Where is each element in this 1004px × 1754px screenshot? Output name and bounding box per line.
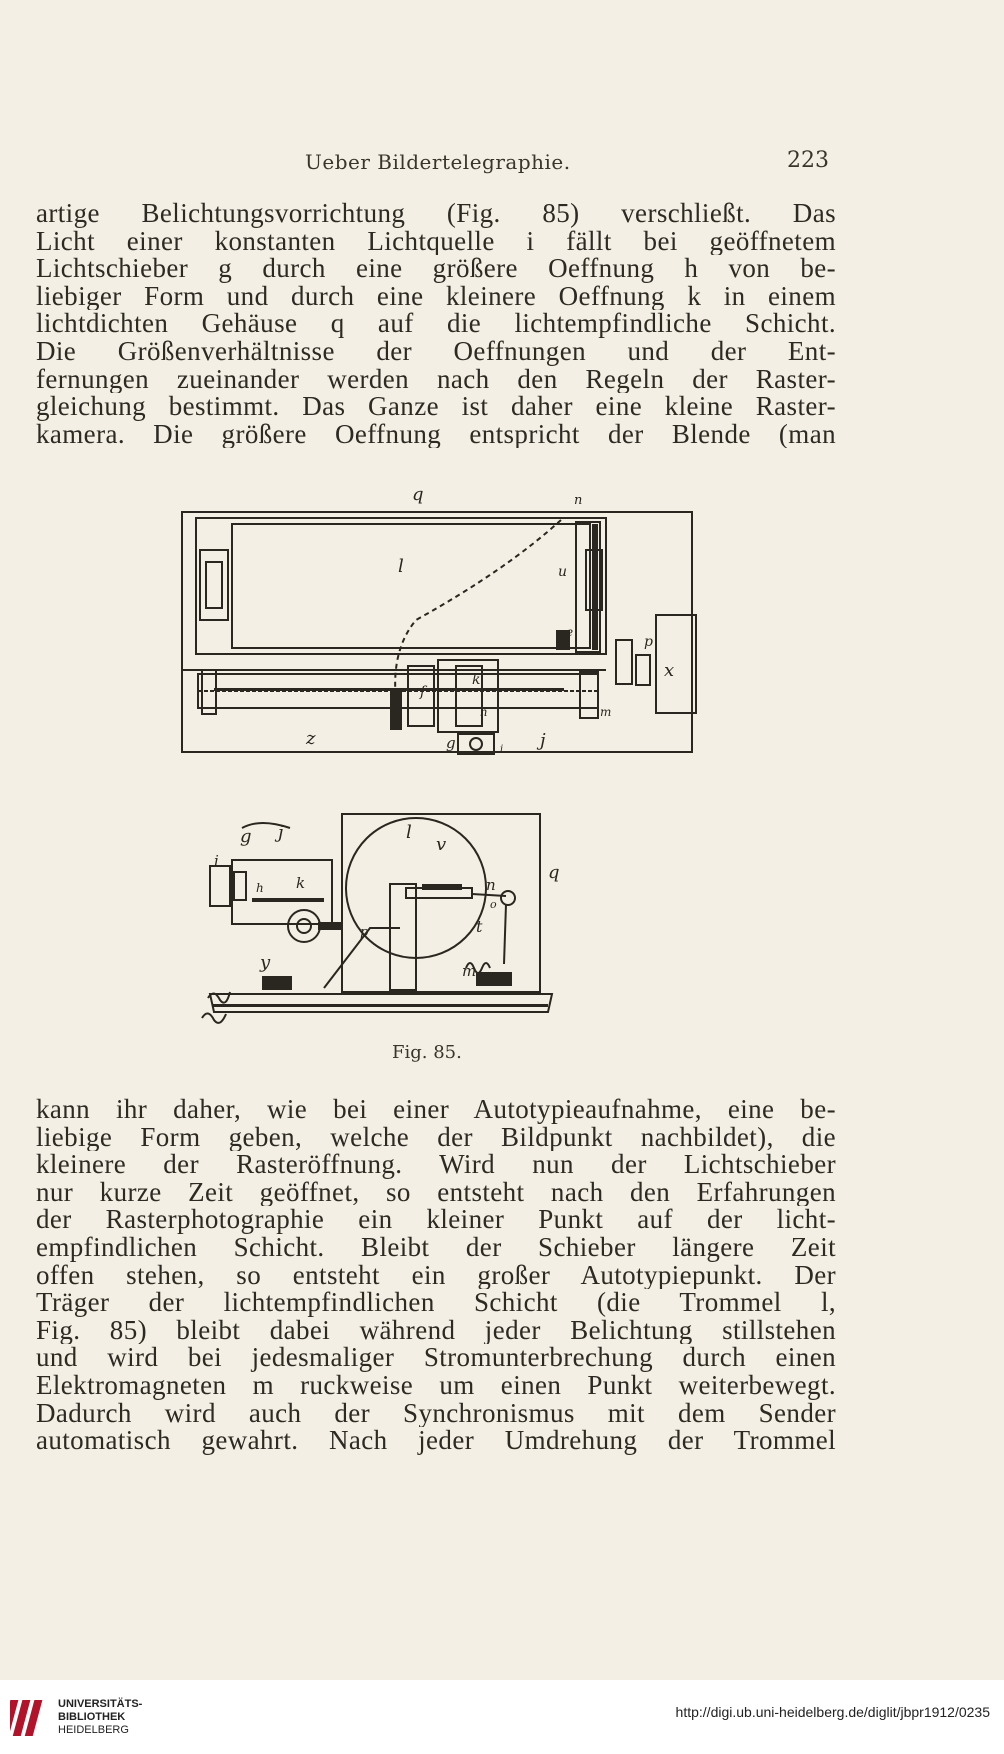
- label-z: z: [306, 728, 316, 749]
- page-number: 223: [787, 148, 829, 173]
- text-line: nur kurze Zeit geöffnet, so entsteht nach den Erfahrungen: [36, 1178, 836, 1207]
- library-name-line: HEIDELBERG: [58, 1724, 129, 1736]
- label-q: q: [548, 862, 560, 883]
- text-line: Licht einer konstanten Lichtquelle i fällt bei geöffnetem: [36, 227, 836, 256]
- text-line: Dadurch wird auch der Synchronismus mit dem Sender: [36, 1399, 836, 1428]
- label-x: x: [664, 660, 675, 681]
- running-title: Ueber Bildertelegraphie.: [305, 150, 571, 174]
- label-m: m: [600, 705, 612, 719]
- label-h: h: [256, 881, 264, 895]
- figure-side-view: [200, 808, 570, 1030]
- label-m: m: [462, 962, 477, 980]
- library-name-line: BIBLIOTHEK: [58, 1711, 126, 1723]
- label-f: f: [420, 684, 426, 700]
- label-i: i: [500, 744, 504, 755]
- text-line: artige Belichtungsvorrichtung (Fig. 85) verschließt. Das: [36, 200, 836, 228]
- text-line: und wird bei jedesmaliger Stromunterbrechung durch einen: [36, 1344, 836, 1372]
- label-i: i: [214, 852, 219, 870]
- label-h: h: [480, 705, 488, 719]
- source-url-link[interactable]: http://digi.ub.uni-heidelberg.de/diglit/jbpr1912/0235: [675, 1704, 990, 1720]
- label-k: k: [296, 874, 306, 892]
- library-name-line: UNIVERSITÄTS-: [58, 1698, 143, 1710]
- text-line: kleinere der Rasteröffnung. Wird nun der Lichtschieber: [36, 1151, 836, 1179]
- label-l: l: [398, 556, 404, 577]
- library-name: [58, 1698, 142, 1737]
- text-line: offen stehen, so entsteht ein großer Autotypiepunkt. Der: [36, 1261, 836, 1290]
- figure-caption: Fig. 85.: [392, 1042, 462, 1063]
- body-text-top: [36, 200, 836, 448]
- label-v: v: [436, 834, 447, 855]
- label-p: p: [644, 634, 653, 650]
- label-g: g: [240, 826, 252, 847]
- label-t: t: [476, 917, 483, 936]
- label-y: y: [260, 952, 271, 973]
- label-g: g: [446, 734, 456, 752]
- text-line: automatisch gewahrt. Nach jeder Umdrehung der Trommel: [36, 1427, 836, 1455]
- label-q: q: [412, 490, 424, 505]
- text-line: liebiger Form und durch eine kleinere Oeffnung k in einem: [36, 282, 836, 311]
- library-logo-icon: [10, 1694, 50, 1740]
- label-j: j: [540, 730, 546, 751]
- body-text-bottom: [36, 1096, 836, 1455]
- text-line: Träger der lichtempfindlichen Schicht (die Trommel l,: [36, 1289, 836, 1317]
- text-line: Fig. 85) bleibt dabei während jeder Belichtung stillstehen: [36, 1316, 836, 1345]
- label-u: u: [558, 564, 568, 580]
- figure-plan-view: [176, 490, 706, 770]
- label-n: n: [486, 876, 496, 894]
- library-footer: [0, 1680, 1004, 1754]
- label-l: l: [406, 822, 412, 843]
- text-line: fernungen zueinander werden nach den Regeln der Raster-: [36, 365, 836, 394]
- text-line: kann ihr daher, wie bei einer Autotypieaufnahme, eine be-: [36, 1096, 836, 1124]
- text-line: Elektromagneten m ruckweise um einen Punkt weiterbewegt.: [36, 1371, 836, 1400]
- label-p: p: [360, 925, 369, 940]
- text-line: Lichtschieber g durch eine größere Oeffnung h von be-: [36, 255, 836, 283]
- label-k: k: [472, 672, 481, 688]
- text-line: Die Größenverhältnisse der Oeffnungen und der Ent-: [36, 337, 836, 366]
- label-o: o: [490, 898, 497, 911]
- label-e: e: [566, 625, 574, 639]
- label-n: n: [574, 493, 583, 508]
- text-line: lichtdichten Gehäuse q auf die lichtempfindliche Schicht.: [36, 310, 836, 338]
- text-line: der Rasterphotographie ein kleiner Punkt auf der licht-: [36, 1206, 836, 1234]
- label-j: j: [278, 822, 284, 843]
- text-line: kamera. Die größere Oeffnung entspricht der Blende (man: [36, 420, 836, 449]
- text-line: gleichung bestimmt. Das Ganze ist daher eine kleine Raster-: [36, 393, 836, 421]
- text-line: liebige Form geben, welche der Bildpunkt nachbildet), die: [36, 1123, 836, 1152]
- text-line: empfindlichen Schicht. Bleibt der Schieber längere Zeit: [36, 1233, 836, 1262]
